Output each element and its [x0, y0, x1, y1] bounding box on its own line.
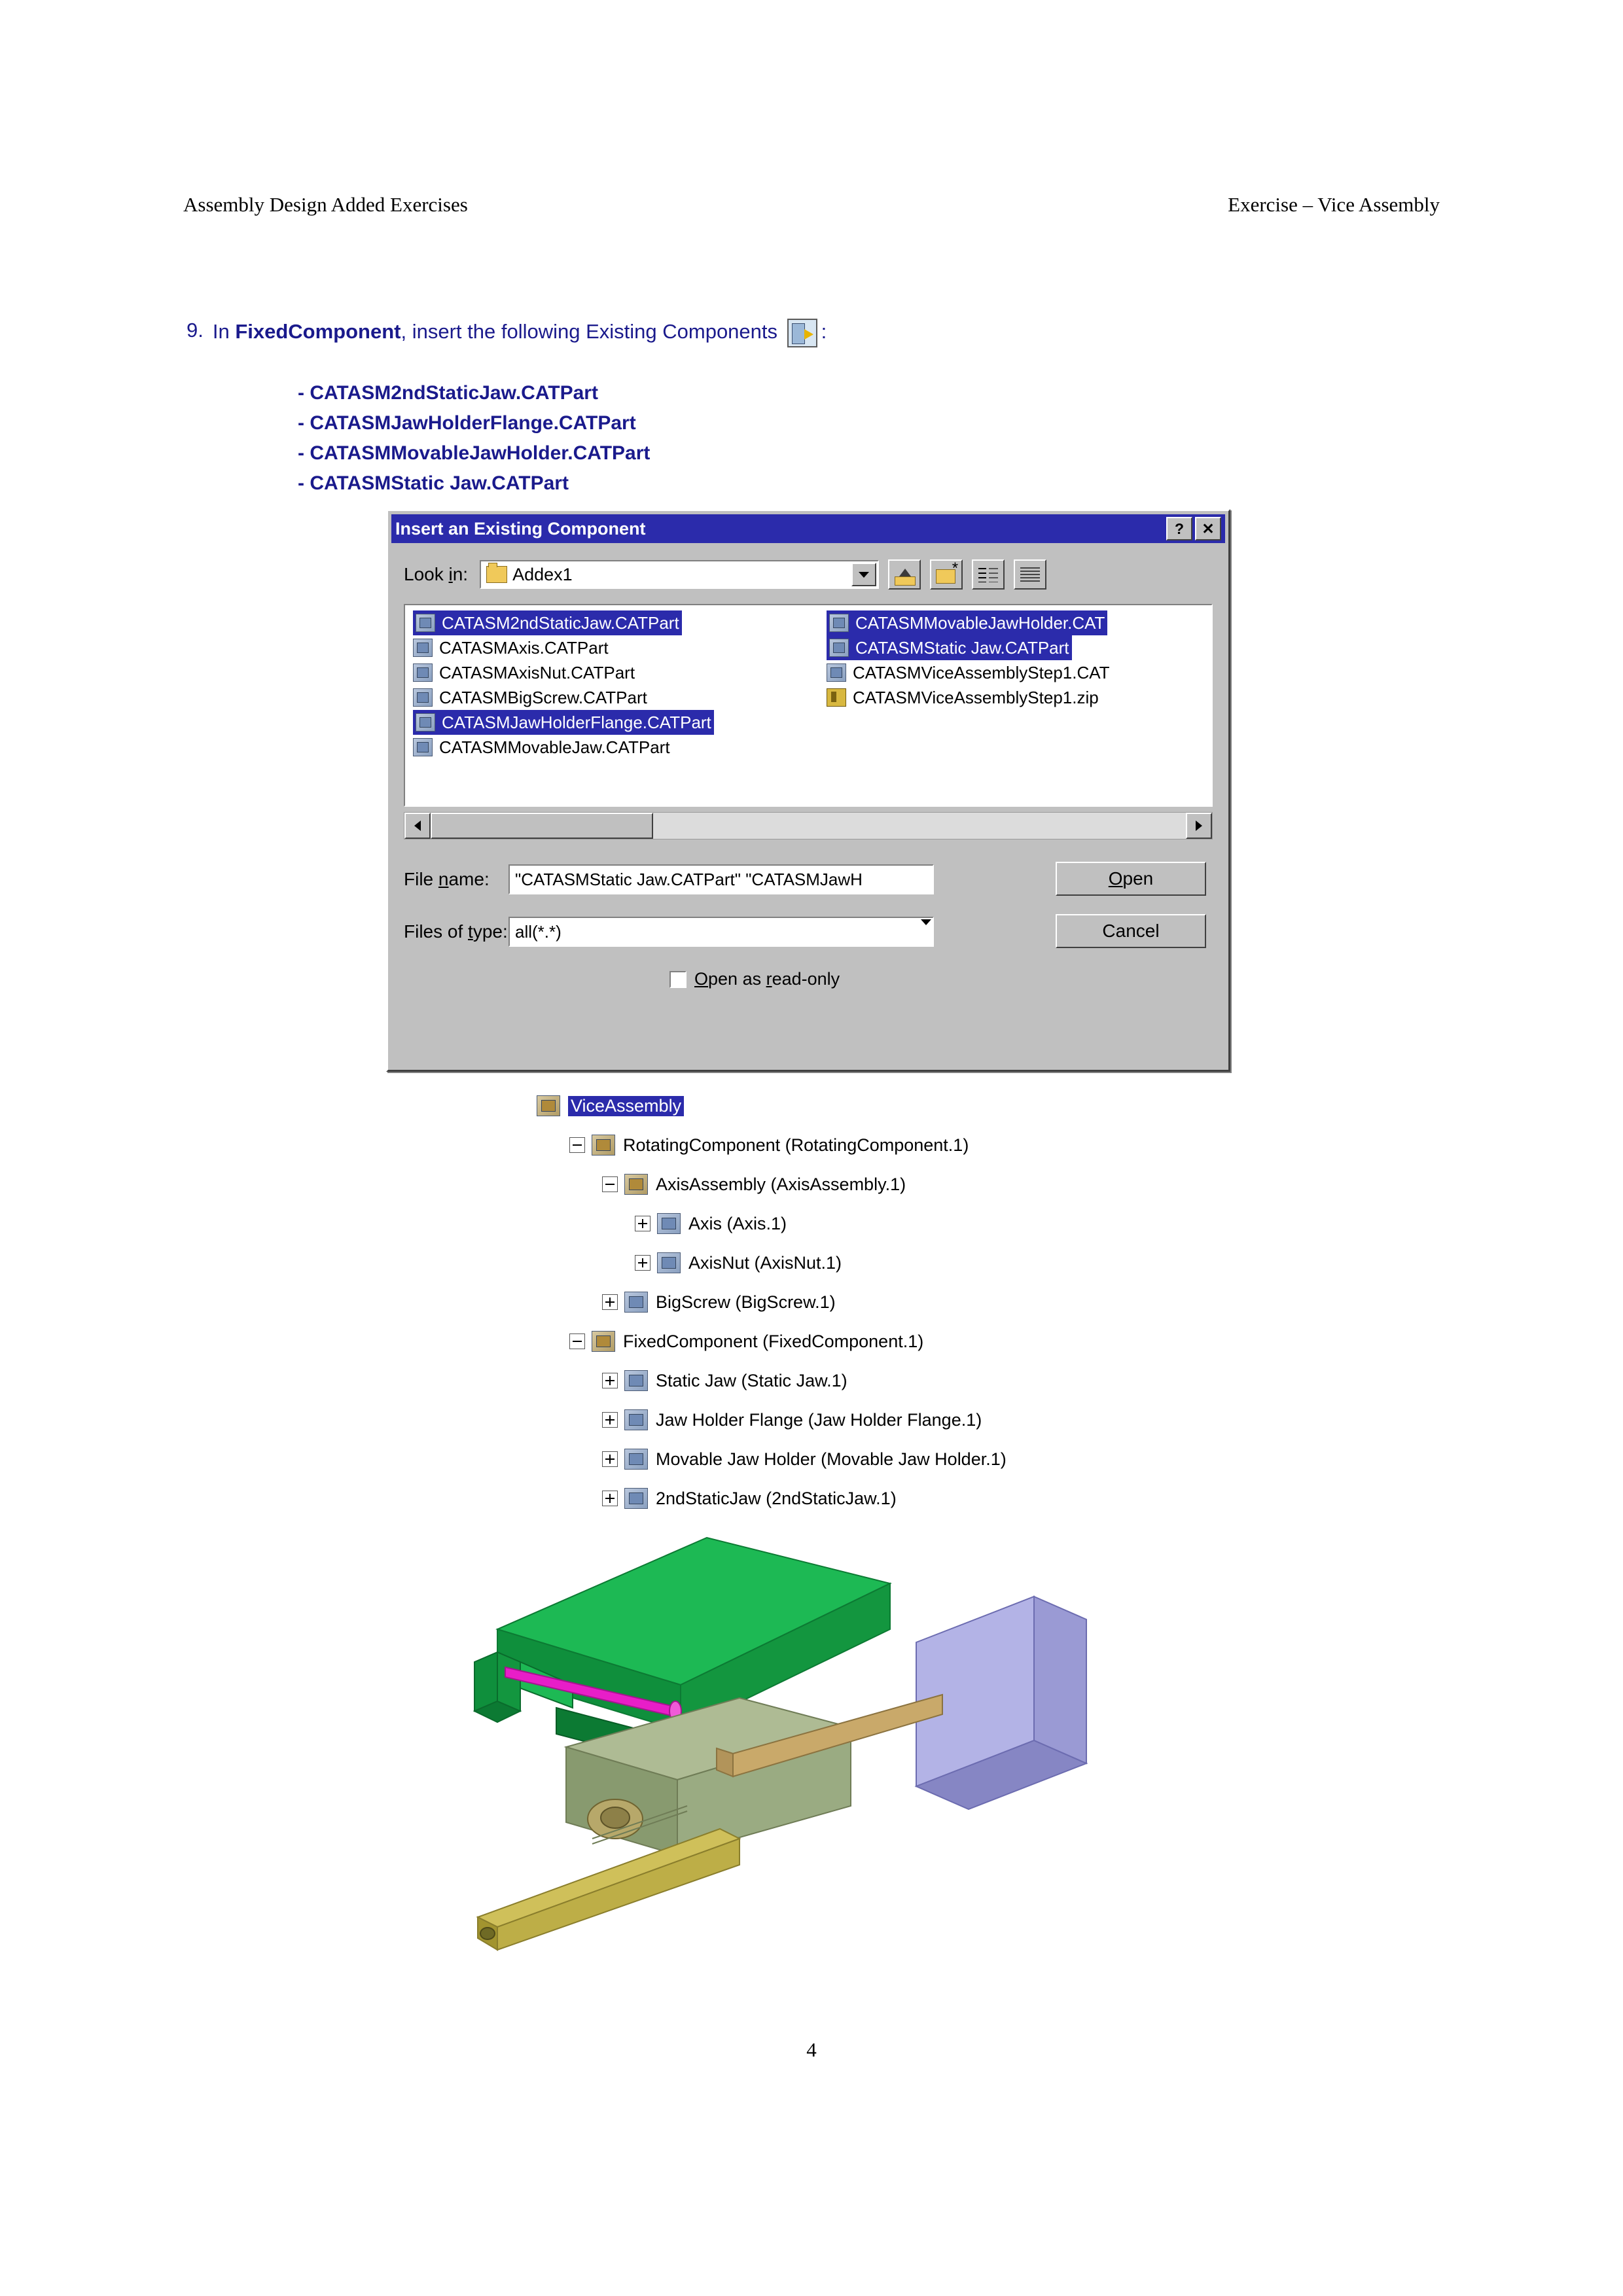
step-number: 9. [187, 319, 204, 342]
list-view-icon[interactable] [972, 559, 1005, 590]
assembly-icon [624, 1174, 648, 1195]
scrollbar-track[interactable] [653, 813, 1186, 839]
scrollbar-thumb[interactable] [431, 813, 653, 839]
file-name: CATASMViceAssemblyStep1.CAT [853, 662, 1110, 682]
catpart-icon [829, 614, 849, 632]
insert-existing-component-icon [787, 319, 817, 347]
list-item[interactable] [824, 660, 1213, 685]
cad-svg [458, 1498, 1178, 2022]
tree-node-rotatingcomponent[interactable] [569, 1125, 1007, 1165]
open-button-label: pen [1122, 868, 1154, 889]
file-listbox[interactable] [404, 604, 1213, 807]
step-middle: , insert the following Existing Components [401, 320, 783, 344]
tree-node-label: FixedComponent (FixedComponent.1) [623, 1331, 924, 1351]
tree-node-label: Static Jaw (Static Jaw.1) [656, 1370, 847, 1390]
lookin-value: Addex1 [512, 564, 573, 584]
tree-node-movablejawholder[interactable] [602, 1439, 1007, 1479]
step-instruction [187, 319, 827, 347]
catpart-icon [416, 713, 435, 732]
list-item: - CATASMStatic Jaw.CATPart [298, 472, 569, 494]
step-prefix: In [212, 320, 236, 344]
specification-tree [537, 1086, 1007, 1518]
list-item: - CATASMJawHolderFlange.CATPart [298, 412, 636, 434]
list-item[interactable] [410, 635, 803, 660]
file-name: CATASMViceAssemblyStep1.zip [853, 687, 1099, 707]
step-bold-target: FixedComponent [235, 320, 401, 344]
catpart-icon [413, 738, 433, 756]
file-name: CATASMMovableJaw.CATPart [439, 737, 670, 757]
filename-input[interactable]: "CATASMStatic Jaw.CATPart" "CATASMJawH [508, 864, 934, 894]
expander-icon[interactable] [569, 1333, 585, 1349]
catpart-icon [413, 663, 433, 682]
list-item[interactable] [410, 735, 803, 760]
horizontal-scrollbar[interactable] [404, 812, 1213, 839]
tree-node-label: Axis (Axis.1) [688, 1213, 787, 1233]
filename-label: File name: [404, 869, 490, 889]
dialog-title: Insert an Existing Component [395, 518, 646, 539]
file-name: CATASMStatic Jaw.CATPart [855, 637, 1069, 658]
lookin-combo[interactable] [480, 560, 879, 589]
assembly-icon [537, 1095, 560, 1116]
expander-icon[interactable] [602, 1373, 618, 1388]
readonly-label: Open as read-only [694, 969, 840, 989]
part-icon [624, 1449, 648, 1470]
expander-icon[interactable] [602, 1294, 618, 1310]
tree-node-axisassembly[interactable] [602, 1165, 1007, 1204]
tree-node-label: BigScrew (BigScrew.1) [656, 1292, 836, 1312]
tree-node-jawholderflange[interactable] [602, 1400, 1007, 1439]
filetype-select[interactable] [508, 917, 934, 947]
list-item[interactable] [410, 610, 803, 635]
list-item[interactable] [410, 660, 803, 685]
assembly-icon [592, 1331, 615, 1352]
component-list [298, 378, 650, 499]
list-item: - CATASM2ndStaticJaw.CATPart [298, 382, 598, 404]
details-view-icon[interactable] [1014, 559, 1046, 590]
catpart-icon [413, 639, 433, 657]
lookin-label: Look in: [404, 564, 469, 584]
help-button[interactable]: ? [1166, 517, 1192, 540]
page-header [183, 193, 1440, 217]
assembly-icon [592, 1135, 615, 1156]
list-item[interactable] [824, 610, 1213, 635]
tree-node-label: Movable Jaw Holder (Movable Jaw Holder.1) [656, 1449, 1007, 1469]
step-suffix: : [821, 320, 827, 344]
filetype-value: all(*.*) [515, 921, 562, 942]
page-number: 4 [806, 2038, 817, 2061]
lookin-row [404, 557, 1213, 592]
header-right: Exercise – Vice Assembly [1228, 193, 1440, 216]
file-name: CATASMMovableJawHolder.CAT [855, 612, 1105, 633]
chevron-down-icon[interactable] [851, 563, 876, 586]
tree-node-fixedcomponent[interactable] [569, 1322, 1007, 1361]
open-button[interactable]: O pen [1056, 862, 1206, 896]
tree-node-bigscrew[interactable] [602, 1282, 1007, 1322]
part-icon [624, 1292, 648, 1313]
tree-node-label: 2ndStaticJaw (2ndStaticJaw.1) [656, 1488, 897, 1508]
file-name: CATASMAxisNut.CATPart [439, 662, 635, 682]
list-item: - CATASMMovableJawHolder.CATPart [298, 442, 651, 464]
tree-node-label: AxisNut (AxisNut.1) [688, 1252, 842, 1273]
zip-icon [827, 688, 846, 707]
cancel-button[interactable]: Cancel [1056, 914, 1206, 948]
catpart-icon [827, 663, 846, 682]
part-icon [624, 1370, 648, 1391]
new-folder-icon[interactable] [930, 559, 963, 590]
list-item[interactable] [410, 710, 803, 735]
catpart-icon [413, 688, 433, 707]
insert-existing-component-dialog [386, 509, 1230, 1072]
file-column-2 [824, 610, 1213, 710]
expander-icon[interactable] [569, 1137, 585, 1153]
dialog-titlebar [391, 514, 1225, 543]
filename-row [404, 864, 934, 894]
tree-node-viceassembly[interactable] [537, 1086, 1007, 1125]
part-icon [657, 1252, 681, 1273]
folder-icon [486, 566, 507, 583]
file-name: CATASM2ndStaticJaw.CATPart [442, 612, 679, 633]
expander-icon[interactable] [635, 1216, 651, 1231]
part-icon [624, 1409, 648, 1430]
file-column-1 [410, 610, 803, 760]
expander-icon[interactable] [602, 1451, 618, 1467]
scroll-left-icon[interactable] [404, 813, 431, 839]
up-one-level-icon[interactable] [888, 559, 921, 590]
vice-assembly-3d-view [458, 1498, 1178, 2022]
tree-node-staticjaw[interactable] [602, 1361, 1007, 1400]
list-item[interactable] [824, 635, 1213, 660]
tree-node-label: RotatingComponent (RotatingComponent.1) [623, 1135, 969, 1155]
catpart-icon [416, 614, 435, 632]
filetype-row [404, 917, 934, 947]
expander-icon[interactable] [602, 1176, 618, 1192]
readonly-row[interactable] [669, 969, 840, 989]
chevron-down-icon[interactable] [921, 919, 931, 925]
filetype-label: Files of type: [404, 921, 508, 942]
expander-icon[interactable] [635, 1255, 651, 1271]
header-left: Assembly Design Added Exercises [183, 193, 468, 216]
tree-node-label: AxisAssembly (AxisAssembly.1) [656, 1174, 906, 1194]
tree-node-label: ViceAssembly [568, 1096, 684, 1116]
readonly-checkbox[interactable] [669, 971, 687, 988]
file-name: CATASMJawHolderFlange.CATPart [442, 712, 711, 732]
file-name: CATASMBigScrew.CATPart [439, 687, 647, 707]
expander-icon[interactable] [602, 1412, 618, 1428]
tree-node-label: Jaw Holder Flange (Jaw Holder Flange.1) [656, 1409, 982, 1430]
part-icon [657, 1213, 681, 1234]
tree-node-axis[interactable] [635, 1204, 1007, 1243]
scroll-right-icon[interactable] [1186, 813, 1212, 839]
file-name: CATASMAxis.CATPart [439, 637, 609, 658]
catpart-icon [829, 639, 849, 657]
list-item[interactable] [410, 685, 803, 710]
tree-node-axisnut[interactable] [635, 1243, 1007, 1282]
list-item[interactable] [824, 685, 1213, 710]
close-icon[interactable]: ✕ [1195, 517, 1221, 540]
